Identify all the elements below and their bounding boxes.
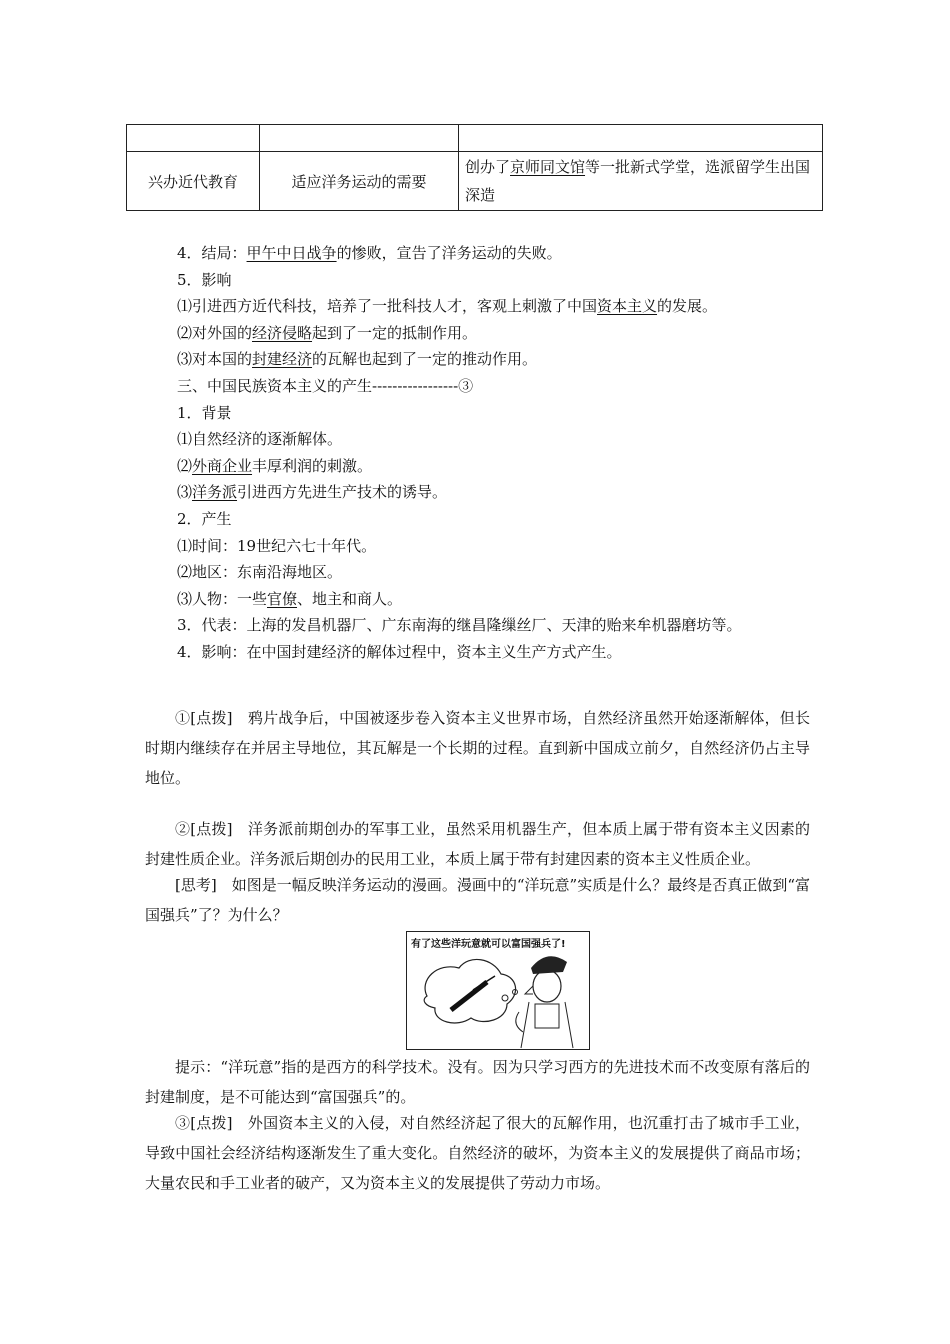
underlined-term: 洋务派 — [192, 483, 238, 502]
text: 的惨败，宣告了洋务运动的失败。 — [336, 244, 562, 262]
cartoon-image — [406, 931, 590, 1050]
text: ⑵对外国的 — [177, 323, 253, 342]
cartoon-drawing — [407, 932, 589, 1049]
list-item: ⑵地区：东南沿海地区。 — [177, 563, 343, 582]
list-item: 5．影响 — [177, 270, 232, 289]
list-item — [177, 320, 837, 347]
note-paragraph: ②[点拨] 洋务派前期创办的军事工业，虽然采用机器生产，但本质上属于带有资本主义因素的封建性质企业。洋务派后期创办的民用工业，本质上属于带有封建因素的资本主义性质企业。 — [145, 820, 810, 868]
table-cell — [459, 152, 823, 211]
list-item — [177, 293, 837, 320]
list-item: ⑴时间：19世纪六七十年代。 — [177, 536, 377, 555]
underlined-term: 封建经济 — [252, 350, 313, 369]
note-paragraph: ③[点拨] 外国资本主义的入侵，对自然经济起了很大的瓦解作用，也沉重打击了城市手工业，导致中国社会经济结构逐渐发生了重大变化。自然经济的破坏，为资本主义的发展提供了商品市场；大量农民和手工业者的破产，又为资本主义的发展提供了劳动力市场。 — [145, 1114, 810, 1192]
text: 丰厚利润的刺激。 — [252, 456, 373, 475]
table-cell — [459, 125, 823, 152]
text: 的瓦解也起到了一定的推动作用。 — [312, 350, 538, 369]
text: 、地主和商人。 — [297, 589, 403, 608]
list-item — [177, 240, 837, 267]
list-item: 4．影响：在中国封建经济的解体过程中，资本主义生产方式产生。 — [177, 642, 622, 661]
underlined-term: 京师同文馆 — [510, 158, 586, 176]
text: 引进西方先进生产技术的诱导。 — [237, 483, 448, 502]
text: 的发展。 — [657, 297, 718, 316]
text: ⑵ — [177, 456, 193, 475]
list-item — [177, 346, 837, 373]
text: ⑴引进西方近代科技，培养了一批科技人才，客观上刺激了中国 — [177, 297, 598, 316]
list-item: 3．代表：上海的发昌机器厂、广东南海的继昌隆缫丝厂、天津的贻来牟机器磨坊等。 — [177, 616, 742, 635]
section-heading: 三、中国民族资本主义的产生-----------------③ — [177, 376, 474, 395]
text: ⑶对本国的 — [177, 350, 253, 369]
underlined-term: 甲午中日战争 — [246, 244, 337, 262]
list-item — [177, 479, 837, 506]
policy-table — [126, 124, 823, 211]
cartoon-caption: 有了这些洋玩意就可以富国强兵了! — [411, 939, 566, 950]
list-item — [177, 453, 837, 480]
text: 起到了一定的抵制作用。 — [312, 323, 478, 342]
list-item: 2．产生 — [177, 509, 232, 528]
table-cell — [260, 125, 459, 152]
list-item: ⑴自然经济的逐渐解体。 — [177, 430, 343, 449]
table-cell — [127, 125, 260, 152]
underlined-term: 资本主义 — [597, 297, 658, 316]
list-item — [177, 586, 837, 613]
table-cell: 适应洋务运动的需要 — [260, 152, 459, 211]
underlined-term: 经济侵略 — [252, 323, 313, 342]
answer-paragraph: 提示：“洋玩意”指的是西方的科学技术。没有。因为只学习西方的先进技术而不改变原有落后的封建制度，是不可能达到“富国强兵”的。 — [145, 1058, 810, 1106]
underlined-term: 官僚 — [267, 589, 298, 608]
table-row — [127, 125, 823, 152]
list-item: 1．背景 — [177, 403, 232, 422]
question-paragraph: [思考] 如图是一幅反映洋务运动的漫画。漫画中的“洋玩意”实质是什么？最终是否真正做到“富国强兵”了？为什么？ — [145, 876, 810, 924]
note-paragraph: ①[点拨] 鸦片战争后，中国被逐步卷入资本主义世界市场，自然经济虽然开始逐渐解体，但长时期内继续存在并居主导地位，其瓦解是一个长期的过程。直到新中国成立前夕，自然经济仍占主导地位。 — [145, 709, 810, 787]
text: ⑶ — [177, 483, 193, 502]
outline-list — [177, 240, 837, 666]
text: ⑶人物：一些 — [177, 589, 268, 608]
table-cell: 兴办近代教育 — [127, 152, 260, 211]
table-row — [127, 152, 823, 211]
cell-text: 等一批新式学堂，选派留学生出国深造 — [465, 158, 811, 204]
cell-text: 创办了 — [465, 158, 511, 176]
text: 4．结局： — [177, 244, 247, 262]
underlined-term: 外商企业 — [192, 456, 253, 475]
